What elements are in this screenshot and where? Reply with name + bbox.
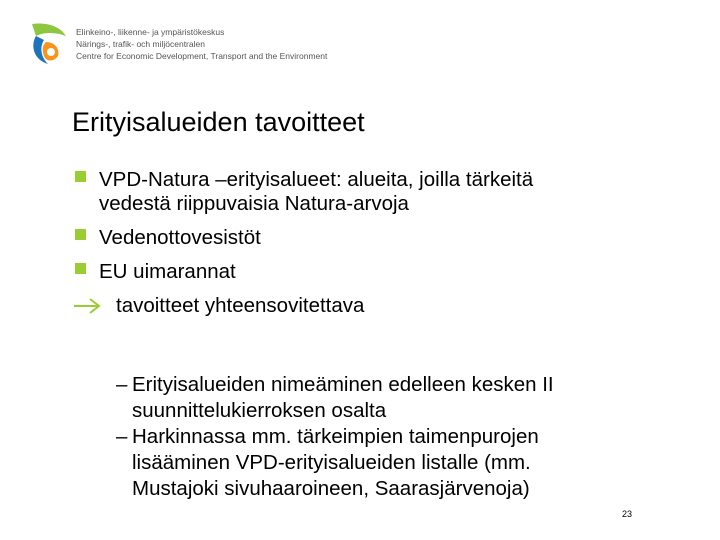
bullet-item (72, 260, 682, 284)
sub-bullet-list (116, 372, 656, 502)
sub-bullet-text: Harkinnassa mm. tärkeimpien taimenpurojen (132, 425, 539, 448)
square-bullet-icon (75, 229, 86, 240)
organization-name (76, 26, 327, 62)
bullet-text: Vedenottovesistöt (99, 226, 261, 249)
dash-bullet: – (116, 373, 128, 396)
square-bullet-icon (75, 171, 86, 182)
sub-bullet-item (116, 424, 656, 502)
bullet-item (72, 168, 682, 216)
sub-bullet-text: Mustajoki sivuhaaroineen, Saarasjärvenoja) (132, 477, 530, 500)
org-line-fi: Elinkeino-, liikenne- ja ympäristökeskus (76, 27, 225, 37)
bullet-text: VPD-Natura –erityisalueet: alueita, joilla tärkeitä (99, 168, 534, 191)
bullet-text: EU uimarannat (99, 260, 236, 283)
sub-bullet-text: Erityisalueiden nimeäminen edelleen kesken II (132, 373, 554, 396)
arrow-item-text: tavoitteet yhteensovitettava (116, 294, 365, 317)
bullet-list (72, 168, 682, 318)
bullet-item (72, 226, 682, 250)
org-line-en: Centre for Economic Development, Transport and the Environment (76, 51, 328, 61)
sub-bullet-item (116, 372, 656, 424)
dash-bullet: – (116, 425, 128, 448)
slide-title: Erityisalueiden tavoitteet (72, 107, 365, 137)
sub-bullet-text: suunnittelukierroksen osalta (132, 399, 387, 422)
org-line-sv: Närings-, trafik- och miljöcentralen (76, 39, 205, 49)
arrow-right-icon (72, 296, 102, 316)
page-number: 23 (622, 509, 633, 519)
arrow-item (72, 294, 682, 318)
ely-logo-icon (26, 20, 72, 66)
square-bullet-icon (75, 263, 86, 274)
sub-bullet-text: lisääminen VPD-erityisalueiden listalle (mm. (132, 451, 531, 474)
bullet-text: vedestä riippuvaisia Natura-arvoja (99, 192, 409, 215)
